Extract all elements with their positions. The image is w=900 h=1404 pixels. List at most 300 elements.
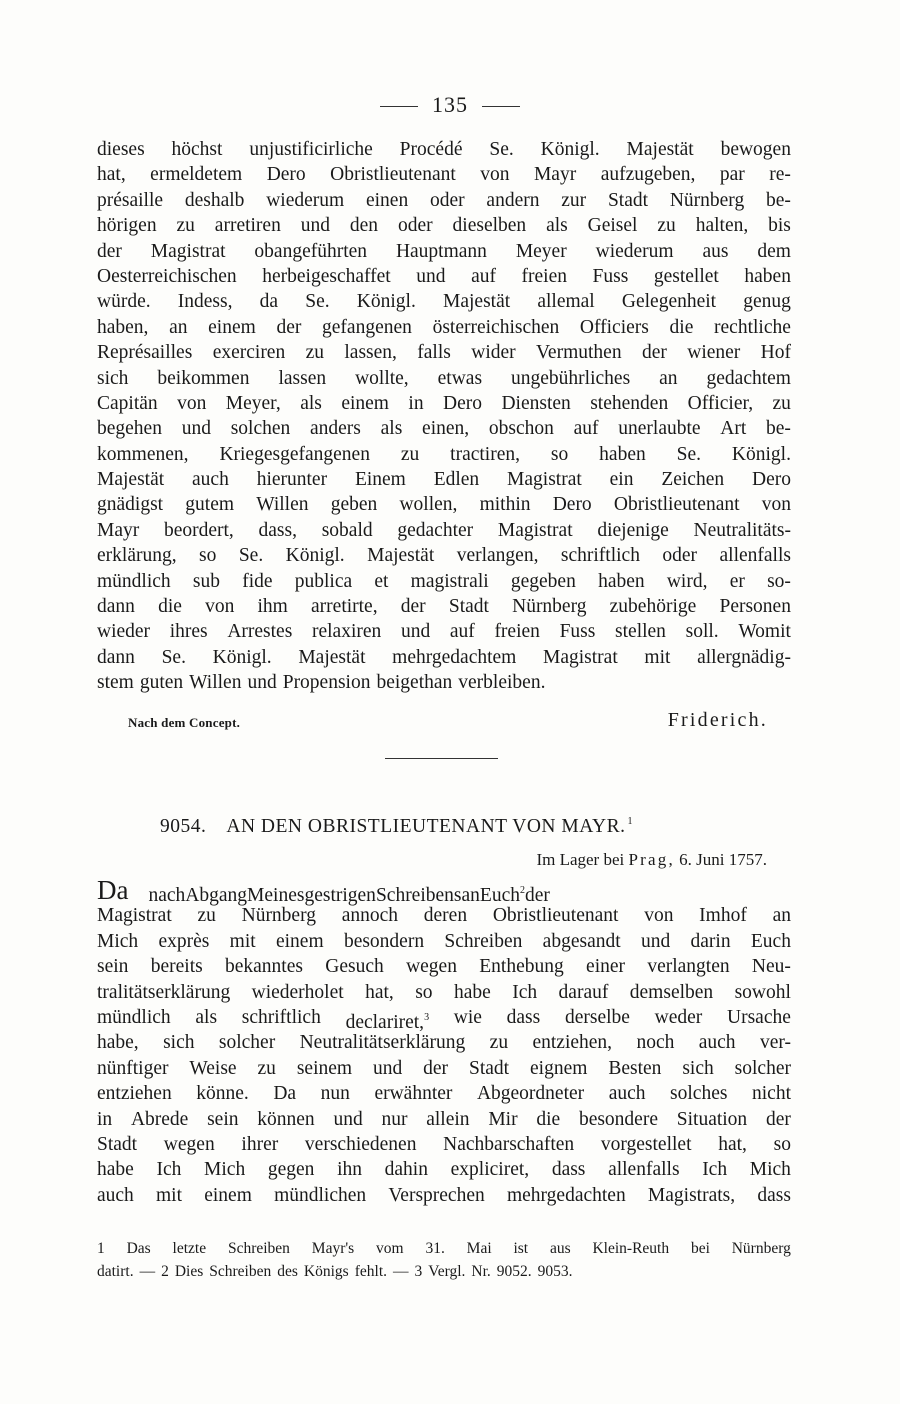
word: aus [702,240,729,262]
word: solcher [734,1057,791,1079]
word: in [408,392,424,414]
word: ihres [169,621,208,643]
word: Personen [719,596,791,618]
word: annoch [341,905,399,927]
word: arretirte, [311,596,378,618]
word: verlangen, [456,545,539,567]
word: Kriegesgefangenen [219,443,370,465]
word: dem [757,240,791,262]
text-line [97,264,791,289]
text-line [97,903,791,928]
word: vorgestellet [600,1133,692,1155]
word: Dero [751,469,791,491]
text-line [97,619,791,644]
word: mündlich [97,1006,171,1028]
word: Se. [238,545,264,567]
word: Abgang [185,885,248,906]
text-line [97,1056,791,1081]
word: begehen [97,418,162,440]
word: abgesandt [542,930,621,952]
text-line [97,1132,791,1157]
letter-number: 9054. [160,816,207,837]
word: sich [163,1032,195,1054]
word: und [181,418,211,440]
word: der [524,885,550,906]
word: mehrgedachten [506,1184,626,1206]
word: deren [423,905,468,927]
word: mit [156,1184,183,1206]
word: tralitätserklärung [97,981,231,1003]
word: als [195,1006,218,1028]
word: hat, [365,981,394,1003]
text-line [97,1005,791,1033]
footnotes [97,1237,791,1283]
word: Schreiben [444,930,523,952]
word: Meyer [515,240,567,262]
word: datirt. [97,1263,134,1280]
word: zu [257,1057,276,1079]
word: allenfalls [719,545,791,567]
word: Versprechen [388,1184,485,1206]
word: weder [654,1006,703,1028]
word: declariret,$^3$ [345,1011,430,1033]
word: habe, [97,1032,139,1054]
word: an [169,316,188,338]
place-prefix: Im Lager bei [536,850,625,869]
word: Dero [443,392,483,414]
word: Magistrats, [647,1184,736,1206]
word: Officier, [687,392,754,414]
word: vom [376,1240,404,1257]
word: wiener [687,342,741,364]
word: auch [698,1032,736,1054]
word: falls [417,342,451,364]
word: und [416,265,446,287]
word: die [158,596,182,618]
word: schriftlich [560,545,640,567]
word: expliciret, [450,1159,530,1181]
word: Majestät [443,291,511,313]
word: wiederholet [251,981,344,1003]
page-header [0,92,900,118]
word: von [761,494,791,516]
word: schriftlich [241,1006,321,1028]
word: gegeben [510,570,576,592]
word: Mich [97,930,139,952]
word: Majestät [298,646,366,668]
letter-date: 6. Juni 1757. [679,850,767,869]
word: Obristlieutenant [613,494,740,516]
word: Se. [161,646,186,668]
signature: Friderich. [667,709,768,731]
word: gestrigen [304,885,376,906]
text-line [97,1183,791,1208]
word: und [300,215,330,237]
word: in [97,1108,113,1130]
word: als [380,418,403,440]
word: der [641,342,667,364]
word: einen [365,189,409,211]
title-footnote-ref: 1 [627,816,633,827]
word: 9053. [537,1263,573,1280]
word: ermeldetem [150,164,243,186]
letter-title: AN DEN OBRISTLIEUTENANT VON MAYR. [226,816,626,837]
word: publica [294,570,353,592]
word: Mayr's [311,1240,355,1257]
text-line [97,518,791,543]
word: einem [204,1184,252,1206]
word: wiederum [595,240,674,262]
word: Se. [305,291,330,313]
word: habe [453,981,491,1003]
word: genug [743,291,791,313]
word: auf [449,621,475,643]
word: dahin [384,1159,428,1181]
word: Mayr [97,519,140,541]
word: diejenige [597,519,669,541]
word: Meines [247,885,305,906]
word: zu [657,215,676,237]
word: wird, [666,570,708,592]
text-line [97,645,791,670]
word: und [333,1108,363,1130]
word: so [550,443,569,465]
text-line [97,289,791,314]
text-line [97,239,791,264]
word: Stadt [97,1133,138,1155]
word: be- [765,189,791,211]
text-line [97,569,791,594]
text-line [97,875,791,906]
text-line [97,1081,791,1106]
word: herbeigeschaffet [262,265,391,287]
word: einem [341,392,389,414]
text-line [97,1030,791,1055]
word: unerlaubte [618,418,701,440]
word: 2 [161,1263,169,1280]
word: allemal [537,291,595,313]
word: von [644,905,674,927]
word: Dero [552,494,592,516]
word: Mai [466,1240,492,1257]
text-line [97,340,791,365]
word: stem [97,672,134,694]
word: derselbe [564,1006,630,1028]
word: Mir [488,1108,518,1130]
word: Königl. [356,291,416,313]
word: letzte [172,1240,207,1257]
word: gedachter [397,519,474,541]
word: Diensten [501,392,571,414]
word: re- [769,164,791,186]
word: habe [97,1159,134,1181]
word: wollen, [399,494,458,516]
word: zu [305,342,324,364]
word: nur [381,1108,408,1130]
word: dann [97,646,135,668]
word: Obristlieutenant [330,164,456,186]
word: so [199,545,217,567]
word: bei [690,1240,710,1257]
word: Stadt [448,596,489,618]
word: Nürnberg [669,189,745,211]
word: halten, [695,215,749,237]
word: sich [97,367,129,389]
word: Ursache [727,1006,791,1028]
word: exerciren [212,342,286,364]
word: Willen [256,494,309,516]
word: dass [757,1184,791,1206]
word: an [772,905,791,927]
word: Gesuch [325,956,384,978]
word: noch [636,1032,675,1054]
word: stellen [615,621,666,643]
word: dieses [97,139,145,160]
word: Hof [760,342,791,364]
word: und [372,1057,403,1079]
header-dash-left [380,106,418,107]
word: tractiren, [450,443,521,465]
word: sein [207,1108,239,1130]
word: Dies [174,1263,204,1280]
word: Fuss [559,621,596,643]
drop-initial: Da [97,875,129,905]
word: höchst [171,139,223,160]
word: Stadt [607,189,649,211]
word: Womit [738,621,791,643]
text-line [97,391,791,416]
word: verschiedenen [304,1133,417,1155]
word: sobald [321,519,373,541]
word: hörigen [97,215,157,237]
text-line [97,162,791,187]
word: einen, [422,418,470,440]
word: demselben [629,981,714,1003]
word: aus [549,1240,571,1257]
word: Indess, [177,291,233,313]
word: Ich [156,1159,182,1181]
text-line [97,492,791,517]
word: ihm [257,596,288,618]
word: der [276,316,302,338]
word: Officiers [579,316,649,338]
word: wieder [97,621,151,643]
text-line [97,929,791,954]
word: dieselben [452,215,527,237]
word: Euch$^2$ [479,885,525,906]
word: beigethan [376,672,453,694]
word: bereits [150,956,203,978]
word: nach [148,885,186,906]
word: Art [720,418,747,440]
word: ein [609,469,634,491]
header-dash-right [482,106,520,107]
word: et [374,570,389,592]
word: mithin [479,494,531,516]
word: sich [682,1057,714,1079]
word: der [423,1057,449,1079]
word: 31. [425,1240,445,1257]
word: und [640,930,671,952]
word: dass [551,1159,586,1181]
word: Majestät [626,139,694,160]
word: verbleiben. [458,672,546,694]
word: seinem [296,1057,353,1079]
word: Abrede [130,1108,189,1130]
word: exprès [158,930,210,952]
word: der [97,240,122,262]
footnote-line [97,1237,791,1260]
word: Euch [750,930,791,952]
word: hat, [718,1133,747,1155]
word: Se. [676,443,702,465]
word: Se. [489,139,514,160]
word: Königl. [540,139,600,160]
text-line [97,980,791,1005]
word: soll. [685,621,719,643]
word: arretiren [214,215,281,237]
word: an [461,885,480,906]
word: allenfalls [608,1159,680,1181]
word: er [729,570,745,592]
word: Mich [204,1159,246,1181]
word: fide [242,570,273,592]
word: der [400,596,426,618]
word: von [205,596,235,618]
word: Besten [608,1057,662,1079]
word: oder [397,215,433,237]
word: Königl. [212,646,272,668]
word: geben [330,494,378,516]
word: erklärung, [97,545,177,567]
word: Mayr [533,164,577,186]
word: ist [513,1240,529,1257]
word: lassen, [344,342,397,364]
word: Abgeordneter [476,1083,585,1105]
word: nünftiger [97,1057,169,1079]
word: solches [670,1083,728,1105]
word: nun [320,1083,350,1105]
word: Edlen [433,469,480,491]
word: beordert, [163,519,234,541]
word: Nürnberg [731,1240,791,1257]
word: stehenden [590,392,669,414]
section-divider [385,758,498,759]
word: bis [768,215,791,237]
word: auf [471,265,496,287]
word: könne. [196,1083,249,1105]
word: gedachtem [706,367,791,389]
word: be- [766,418,791,440]
letter-lines-b [97,1030,791,1208]
word: würde. [97,291,151,313]
word: Neutralitäts- [693,519,791,541]
word: Schreiben [209,1263,272,1280]
word: Klein-Reuth [592,1240,670,1257]
word: an [659,367,678,389]
footnote-line [97,1260,791,1283]
word: gutem [185,494,235,516]
word: Magistrat [97,905,172,927]
word: Stadt [468,1057,510,1079]
word: wie [453,1006,482,1028]
word: 9052. [496,1263,532,1280]
word: kommenen, [97,443,189,465]
word: Neutralitätserklärung [299,1032,466,1054]
word: mit [229,930,256,952]
word: etwas [437,367,483,389]
word: aufzugeben, [600,164,696,186]
word: bewogen [720,139,791,160]
word: Nürnberg [241,905,316,927]
word: hierunter [256,469,328,491]
word: 1 [97,1240,105,1257]
word: Situation [676,1108,748,1130]
word: gefangenen [322,316,412,338]
word: Da [273,1083,297,1105]
letter-lines-a [97,903,791,1005]
word: 3 [414,1263,423,1280]
text-line [97,315,791,340]
word: zu [772,392,791,414]
letter-body [97,875,791,1208]
word: haben [744,265,791,287]
word: verlangten [647,956,730,978]
word: présaille [97,189,164,211]
word: allein [426,1108,470,1130]
word: obschon [488,418,554,440]
word: — [139,1263,156,1280]
word: beikommen [157,367,250,389]
word: da [259,291,279,313]
word: Ich [702,1159,728,1181]
word: zu [176,215,195,237]
first-line-words [148,878,791,906]
word: freien [521,265,567,287]
text-line [97,543,791,568]
word: Schreibens [375,885,462,906]
word: gestellet [653,265,719,287]
word: österreichischen [432,316,560,338]
word: ihrer [241,1133,279,1155]
word: als [546,215,568,237]
word: Enthebung [479,956,564,978]
word: sein [97,956,129,978]
word: mündlich [97,570,171,592]
word: Magistrat [150,240,226,262]
text-line [97,1157,791,1182]
word: von [177,392,207,414]
word: relaxiren [311,621,382,643]
word: Weise [189,1057,237,1079]
word: auch [608,1083,646,1105]
word: oder [662,545,698,567]
place-date-line [536,850,767,870]
text-line [97,954,791,979]
word: Magistrat [497,519,573,541]
word: Zeichen [661,469,725,491]
word: Königl. [731,443,791,465]
word: deshalb [184,189,245,211]
word: Magistrat [543,646,618,668]
word: und [400,621,431,643]
word: Propension [282,672,371,694]
word: ihn [337,1159,362,1181]
word: wider [471,342,516,364]
word: eignem [530,1057,588,1079]
word: zu [400,443,420,465]
word: auch [97,1184,134,1206]
